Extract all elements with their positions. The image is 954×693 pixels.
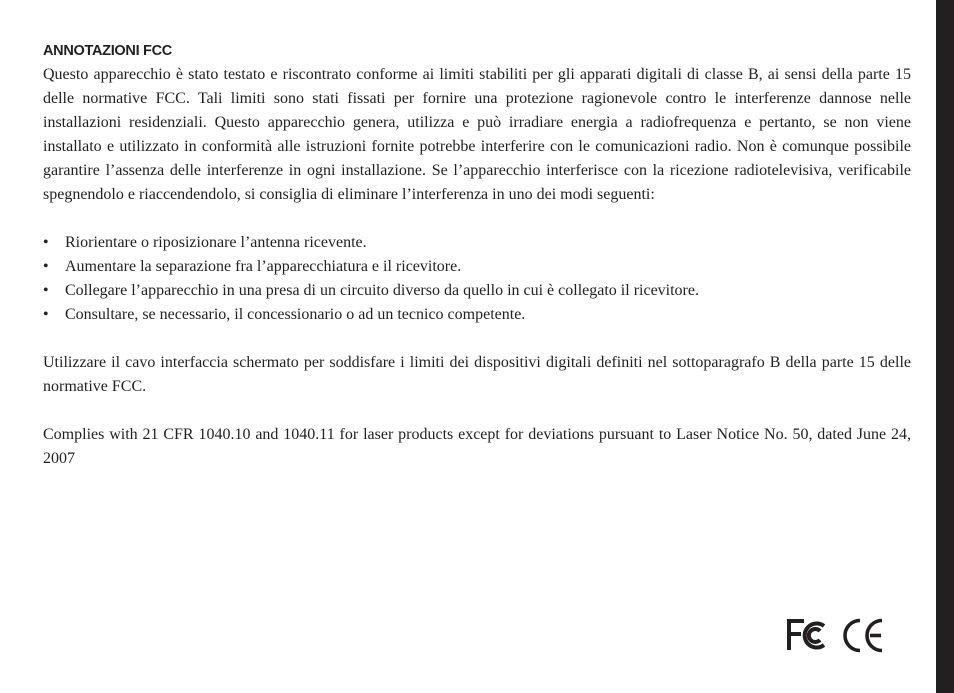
- section-heading: ANNOTAZIONI FCC: [43, 43, 172, 59]
- fcc-notice-section: [43, 40, 911, 471]
- cable-note-paragraph: Utilizzare il cavo interfaccia schermato per soddisfare i limiti dei dispositivi digitali definiti nel sottoparagrafo B della parte 15 delle normative FCC.: [43, 354, 911, 395]
- bullet-icon: •: [43, 234, 49, 251]
- list-item: [43, 303, 911, 327]
- laser-compliance-paragraph: Complies with 21 CFR 1040.10 and 1040.11 for laser products except for deviations pursuant to Laser Notice No. 50, dated June 24, 2007: [43, 426, 911, 467]
- list-item-text: Riorientare o riposizionare l’antenna ricevente.: [65, 234, 367, 251]
- list-item-text: Collegare l’apparecchio in una presa di un circuito diverso da quello in cui è collegato il ricevitore.: [65, 282, 699, 299]
- list-item-text: Aumentare la separazione fra l’apparecchiatura e il ricevitore.: [65, 258, 462, 275]
- list-item: [43, 231, 911, 255]
- fcc-ce-logo-graphic: [786, 617, 886, 653]
- bullet-icon: •: [43, 306, 49, 323]
- list-item: [43, 255, 911, 279]
- fcc-logo-icon: [789, 621, 824, 650]
- list-item-text: Consultare, se necessario, il concessionario o ad un tecnico competente.: [65, 306, 526, 323]
- certification-logos: [786, 617, 886, 653]
- remedy-list: [43, 231, 911, 327]
- edge-bar: [936, 0, 954, 693]
- bullet-icon: •: [43, 282, 49, 299]
- list-item: [43, 279, 911, 303]
- intro-paragraph: Questo apparecchio è stato testato e riscontrato conforme ai limiti stabiliti per gli apparati digitali di classe B, ai sensi della parte 15 delle normative FCC. Tali limiti sono stati fissati per fornire una protezione ragionevole contro le interferenze dannose nelle installazioni residenziali. Questo apparecchio genera, utilizza e può irradiare energia a radiofrequenza e pertanto, se non viene installato e utilizzato in conformità alle istruzioni fornite potrebbe interferire con le comunicazioni radio. Non è comunque possibile garantire l’assenza delle interferenze in ogni installazione. Se l’apparecchio interferisce con la ricezione radiotelevisiva, verificabile spegnendolo e riaccendendolo, si consiglia di eliminare l’interferenza in uno dei modi seguenti:: [43, 66, 911, 203]
- bullet-icon: •: [43, 258, 49, 275]
- ce-mark-icon: [845, 621, 882, 651]
